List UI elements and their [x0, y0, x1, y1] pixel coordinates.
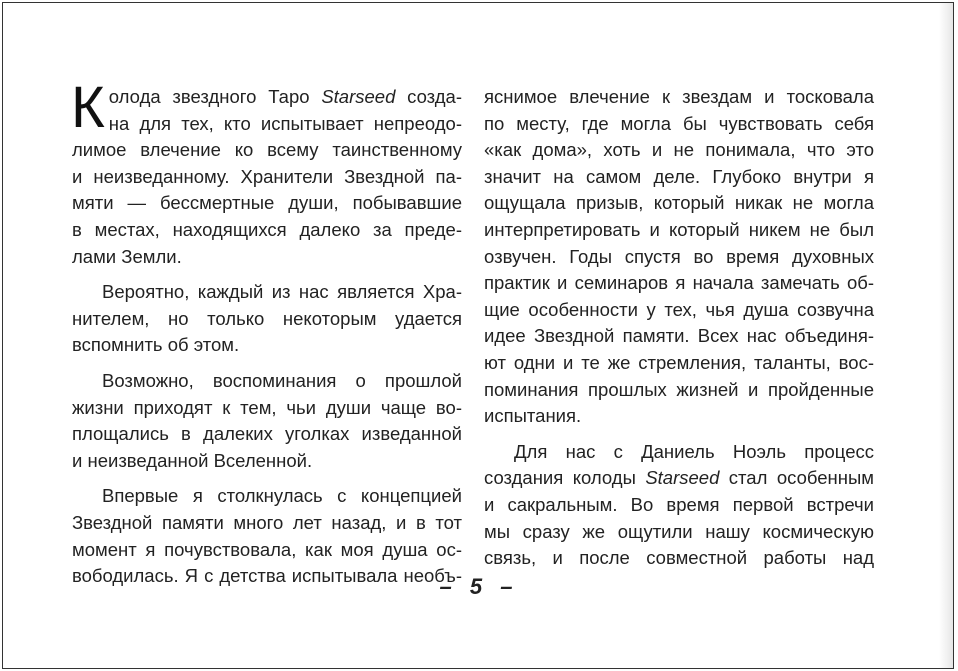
text-line: лами Земли.	[72, 245, 182, 267]
text-line: площались в далеких уголках изведанной	[72, 423, 462, 445]
text-line: практик и семинаров я начала замечать об-	[484, 272, 874, 294]
right-column	[484, 84, 874, 572]
text-line: Возможно, воспоминания о прошлой	[102, 369, 462, 391]
text-line: ощущала призыв, который никак не могла	[484, 192, 874, 214]
text-line: связь, и после совместной работы над	[484, 547, 874, 569]
text-line: вспомнить об этом.	[72, 334, 240, 356]
text-line: нителем, но только некоторым удается	[72, 307, 462, 329]
text-line: вободилась. Я с детства испытывала необъ-	[72, 565, 462, 587]
text-line: Вероятно, каждый из нас является Хра-	[102, 281, 462, 303]
text-line: жизни приходят к тем, чьи души чаще во-	[72, 396, 462, 418]
text-line: идее Звездной памяти. Всех нас объединя-	[484, 325, 874, 347]
paragraph-6	[484, 439, 874, 572]
text-line: по месту, где могла бы чувствовать себя	[484, 112, 874, 134]
drop-cap: К	[71, 75, 105, 140]
text-line: испытания.	[484, 405, 582, 427]
text-line: и неизведанной Вселенной.	[72, 449, 313, 471]
text-line: лимое влечение ко всему таинственному	[72, 139, 462, 161]
text-line: «как дома», хоть и не понимала, что это	[484, 139, 874, 161]
page-edge-shadow	[939, 3, 953, 668]
text-line: в местах, находящихся далеко за преде-	[72, 218, 462, 240]
text-line: мяти — бессмертные души, побывавшие	[72, 192, 462, 214]
text-line: яснимое влечение к звездам и тосковала	[484, 86, 874, 107]
paragraph-2	[72, 279, 462, 359]
text-line: Для нас с Даниель Ноэль процесс	[514, 440, 874, 462]
text-line: Звездной памяти много лет назад, и в тот	[72, 511, 462, 533]
paragraph-3	[72, 368, 462, 474]
text-line: и сакральным. Во время первой встречи	[484, 493, 874, 515]
text-line: поминания прошлых жизней и пройденные	[484, 378, 874, 400]
left-column	[71, 75, 462, 590]
text-line: щие особенности у тех, чья душа созвучна	[484, 298, 874, 320]
text-line: озвучен. Годы спустя во время духовных	[484, 245, 874, 267]
text-line: ют одни и те же стремления, таланты, вос-	[484, 351, 874, 373]
text-line: создания колоды Starseed стал особенным	[484, 467, 874, 489]
page-number: – 5 –	[439, 574, 519, 599]
text-line: мы сразу же ощутили нашу космическую	[484, 520, 874, 542]
paragraph-5	[484, 84, 874, 430]
text-line: момент я почувствовала, как моя душа ос-	[72, 538, 462, 560]
text-line: значит на самом деле. Глубоко внутри я	[484, 165, 874, 187]
text-line: Впервые я столкнулась с концепцией	[102, 485, 462, 507]
paragraph-1	[71, 75, 462, 270]
text-line: олода звездного Таро Starseed созда-	[108, 86, 462, 107]
text-line: на для тех, кто испытывает непреодо-	[108, 112, 462, 134]
text-line: и неизведанному. Хранители Звездной па-	[72, 165, 462, 187]
text-line: интерпретировать и который никем не был	[484, 218, 874, 240]
